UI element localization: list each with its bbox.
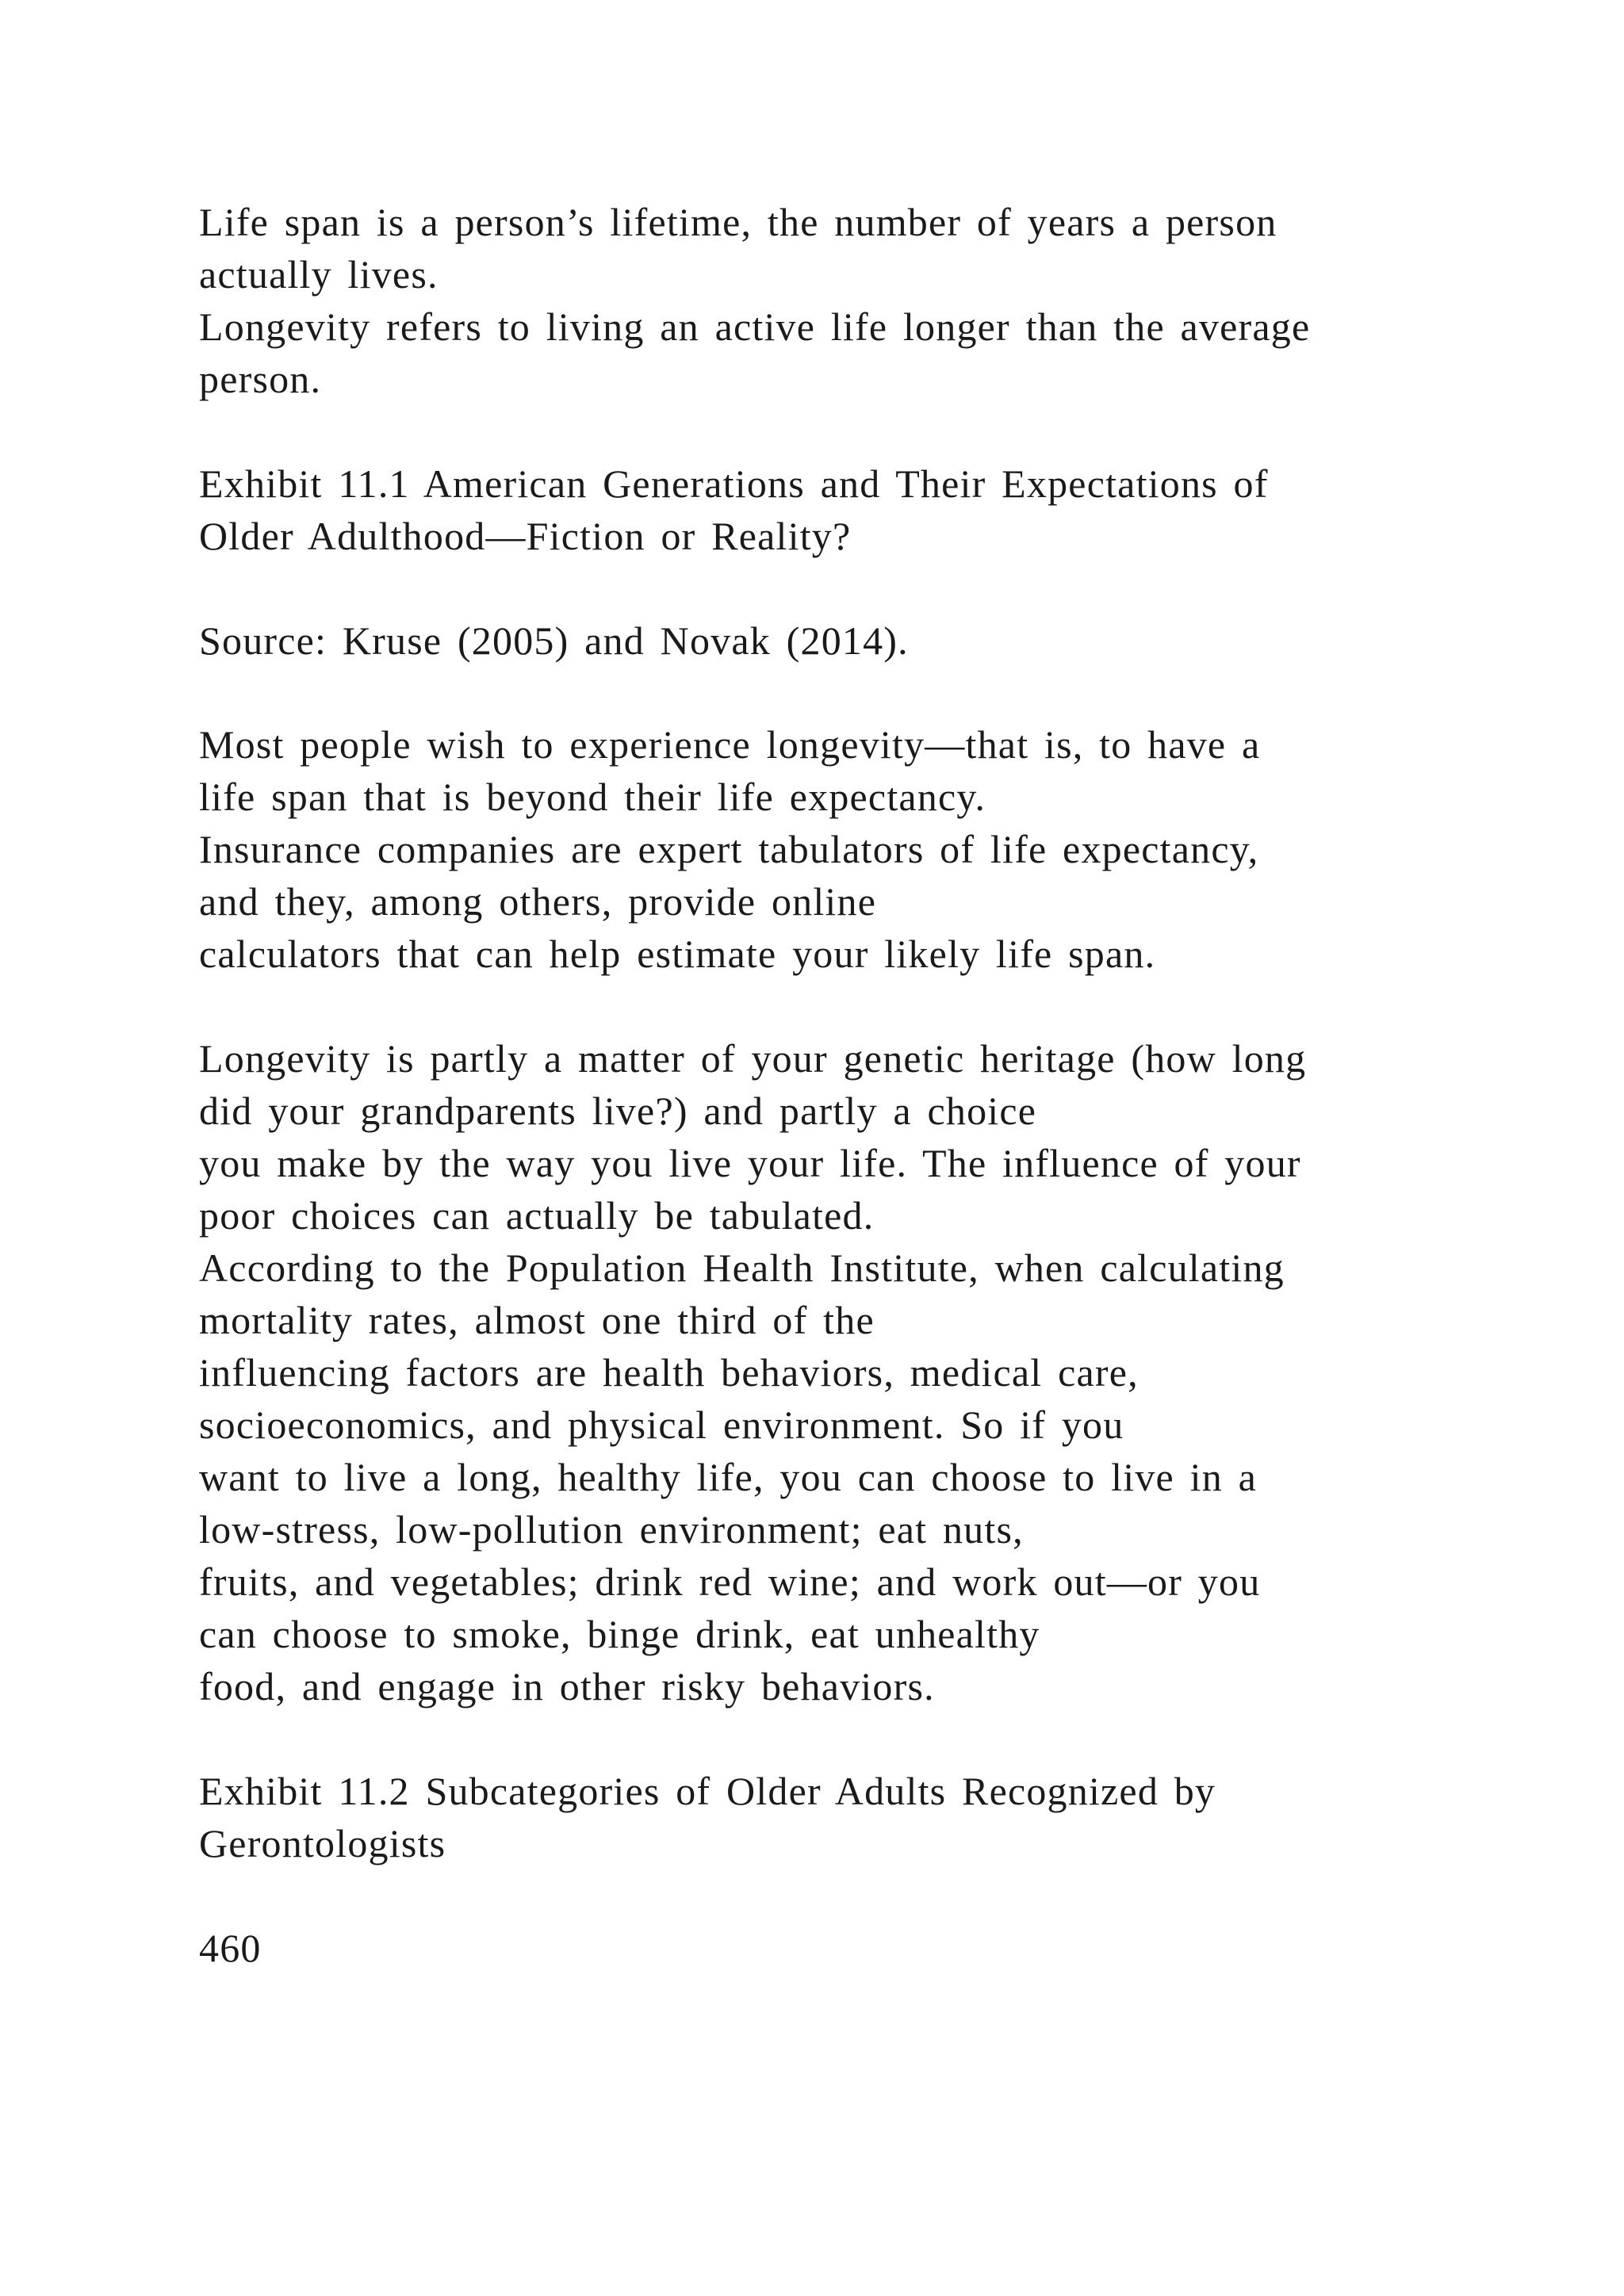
text-line: Life span is a person’s lifetime, the number of years a person — [199, 200, 1277, 244]
exhibit-caption-line: Gerontologists — [199, 1821, 446, 1866]
exhibit-caption-line: Exhibit 11.2 Subcategories of Older Adults Recognized by — [199, 1769, 1216, 1813]
text-line: want to live a long, healthy life, you can choose to live in a — [199, 1455, 1258, 1499]
text-line: person. — [199, 357, 322, 401]
text-line: influencing factors are health behaviors, medical care, — [199, 1350, 1139, 1395]
text-line: Longevity refers to living an active life longer than the average — [199, 304, 1311, 349]
text-line: socioeconomics, and physical environment. So if you — [199, 1402, 1124, 1447]
text-line: According to the Population Health Institute, when calculating — [199, 1246, 1285, 1290]
text-line: you make by the way you live your life. The influence of your — [199, 1141, 1301, 1185]
text-line: fruits, and vegetables; drink red wine; and work out—or you — [199, 1559, 1261, 1604]
source-line: Source: Kruse (2005) and Novak (2014). — [199, 618, 909, 663]
text-line: Longevity is partly a matter of your genetic heritage (how long — [199, 1036, 1307, 1081]
exhibit-caption-line: Older Adulthood—Fiction or Reality? — [199, 514, 852, 558]
text-line: Insurance companies are expert tabulators of life expectancy, — [199, 827, 1259, 871]
text-line: poor choices can actually be tabulated. — [199, 1193, 875, 1238]
text-line: low-stress, low-pollution environment; eat nuts, — [199, 1507, 1024, 1552]
text-line: calculators that can help estimate your likely life span. — [199, 932, 1156, 976]
text-line: and they, among others, provide online — [199, 879, 877, 924]
text-line: life span that is beyond their life expectancy. — [199, 775, 986, 819]
text-line: food, and engage in other risky behaviors. — [199, 1664, 935, 1709]
text-line: did your grandparents live?) and partly a choice — [199, 1089, 1037, 1133]
exhibit-caption-line: Exhibit 11.1 American Generations and Their Expectations of — [199, 461, 1269, 506]
text-line: actually lives. — [199, 252, 439, 297]
text-line: mortality rates, almost one third of the — [199, 1298, 875, 1342]
page-number: 460 — [199, 1926, 262, 1970]
text-line: Most people wish to experience longevity—that is, to have a — [199, 722, 1261, 767]
text-line: can choose to smoke, binge drink, eat unhealthy — [199, 1612, 1040, 1656]
